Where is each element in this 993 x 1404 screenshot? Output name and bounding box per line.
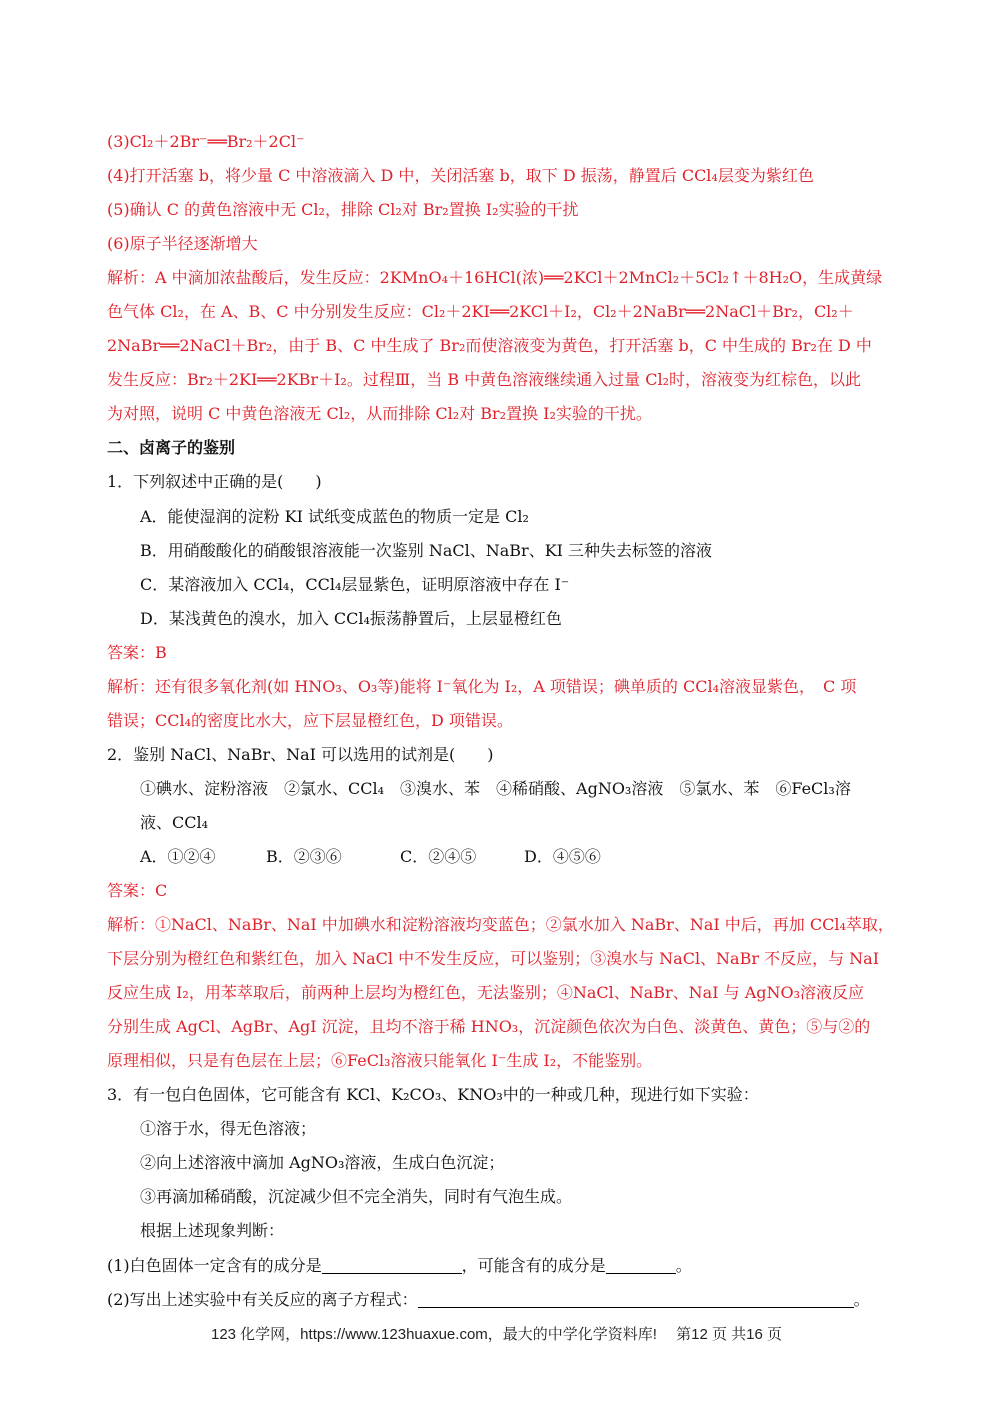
question-2-answer: 答案：C — [107, 881, 168, 900]
question-3-step-3: ③再滴加稀硝酸，沉淀减少但不完全消失，同时有气泡生成。 — [140, 1187, 573, 1206]
question-3-stem: 3．有一包白色固体，它可能含有 KCl、K₂CO₃、KNO₃中的一种或几种，现进行如下实验： — [107, 1085, 759, 1104]
question-2-option-a: A．①②④ — [140, 847, 216, 866]
question-1-analysis: 解析：还有很多氧化剂(如 HNO₃、O₃等)能将 I⁻氧化为 I₂，A 项错误；碘单质的 CCl₄溶液显紫色， C 项 — [107, 677, 857, 696]
question-3-part-1: (1)白色固体一定含有的成分是 ，可能含有的成分是 。 — [107, 1256, 692, 1275]
question-2-option-b: B．②③⑥ — [266, 847, 342, 866]
analysis-line: 色气体 Cl₂，在 A、B、C 中分别发生反应：Cl₂＋2KI══2KCl＋I₂，Cl₂＋2NaBr══2NaCl＋Br₂，Cl₂＋ — [107, 302, 854, 321]
question-2-reagents: ①碘水、淀粉溶液 ②氯水、CCl₄ ③溴水、苯 ④稀硝酸、AgNO₃溶液 ⑤氯水、苯 ⑥FeCl₃溶 — [140, 779, 851, 798]
question-2-analysis: 原理相似，只是有色层在上层；⑥FeCl₃溶液只能氧化 I⁻生成 I₂，不能鉴别。 — [107, 1051, 653, 1070]
analysis-line: 为对照，说明 C 中黄色溶液无 Cl₂，从而排除 Cl₂对 Br₂置换 I₂实验的干扰。 — [107, 404, 652, 423]
question-1-stem: 1．下列叙述中正确的是( ) — [107, 472, 322, 491]
question-1-answer: 答案：B — [107, 643, 167, 662]
answer-line-5: (5)确认 C 的黄色溶液中无 Cl₂，排除 Cl₂对 Br₂置换 I₂实验的干扰 — [107, 200, 579, 219]
answer-line-4: (4)打开活塞 b，将少量 C 中溶液滴入 D 中，关闭活塞 b，取下 D 振荡，静置后 CCl₄层变为紫红色 — [107, 166, 814, 185]
question-2-option-d: D．④⑤⑥ — [524, 847, 601, 866]
section-title: 二、卤离子的鉴别 — [107, 438, 236, 457]
question-2-option-c: C．②④⑤ — [400, 847, 477, 866]
analysis-line: 2NaBr══2NaCl＋Br₂，由于 B、C 中生成了 Br₂而使溶液变为黄色，打开活塞 b，C 中生成的 Br₂在 D 中 — [107, 336, 872, 355]
analysis-line: 解析：A 中滴加浓盐酸后，发生反应：2KMnO₄＋16HCl(浓)══2KCl＋2MnCl₂＋5Cl₂↑＋8H₂O，生成黄绿 — [107, 268, 883, 287]
question-2-stem: 2．鉴别 NaCl、NaBr、NaI 可以选用的试剂是( ) — [107, 745, 494, 764]
question-2-reagents: 液、CCl₄ — [140, 813, 209, 832]
answer-blank-1[interactable] — [322, 1257, 462, 1274]
question-3-step-2: ②向上述溶液中滴加 AgNO₃溶液，生成白色沉淀； — [140, 1153, 505, 1172]
question-2-analysis: 下层分别为橙红色和紫红色，加入 NaCl 中不发生反应，可以鉴别；③溴水与 NaCl、NaBr 不反应，与 NaI — [107, 949, 880, 968]
question-3-step-1: ①溶于水，得无色溶液； — [140, 1119, 317, 1138]
answer-blank-3[interactable] — [418, 1291, 854, 1308]
question-1-option-a: A．能使湿润的淀粉 KI 试纸变成蓝色的物质一定是 Cl₂ — [140, 507, 529, 526]
question-1-option-b: B．用硝酸酸化的硝酸银溶液能一次鉴别 NaCl、NaBr、KI 三种失去标签的溶液 — [140, 541, 713, 560]
question-3-part-2: (2)写出上述实验中有关反应的离子方程式： 。 — [107, 1290, 870, 1309]
question-2-analysis: 分别生成 AgCl、AgBr、AgI 沉淀，且均不溶于稀 HNO₃，沉淀颜色依次为白色、淡黄色、黄色；⑤与②的 — [107, 1017, 871, 1036]
page-footer: 123 化学网，https://www.123huaxue.com，最大的中学化学资料库! 第12 页 共16 页 — [210, 1326, 782, 1343]
question-2-analysis: 解析：①NaCl、NaBr、NaI 中加碘水和淀粉溶液均变蓝色；②氯水加入 NaBr、NaI 中后，再加 CCl₄萃取， — [107, 915, 894, 934]
question-2-analysis: 反应生成 I₂，用苯萃取后，前两种上层均为橙红色，无法鉴别；④NaCl、NaBr、NaI 与 AgNO₃溶液反应 — [107, 983, 865, 1002]
answer-line-3: (3)Cl₂＋2Br⁻══Br₂＋2Cl⁻ — [107, 132, 305, 151]
question-3-judge: 根据上述现象判断： — [140, 1221, 285, 1240]
answer-blank-2[interactable] — [606, 1257, 676, 1274]
question-1-option-d: D．某浅黄色的溴水，加入 CCl₄振荡静置后，上层显橙红色 — [140, 609, 562, 628]
question-2-options — [140, 846, 601, 868]
answer-line-6: (6)原子半径逐渐增大 — [107, 234, 258, 253]
question-1-analysis: 错误；CCl₄的密度比水大，应下层显橙红色，D 项错误。 — [107, 711, 513, 730]
analysis-line: 发生反应：Br₂＋2KI══2KBr＋I₂。过程Ⅲ，当 B 中黄色溶液继续通入过量 Cl₂时，溶液变为红棕色，以此 — [107, 370, 862, 389]
question-1-option-c: C．某溶液加入 CCl₄，CCl₄层显紫色，证明原溶液中存在 I⁻ — [140, 575, 570, 594]
